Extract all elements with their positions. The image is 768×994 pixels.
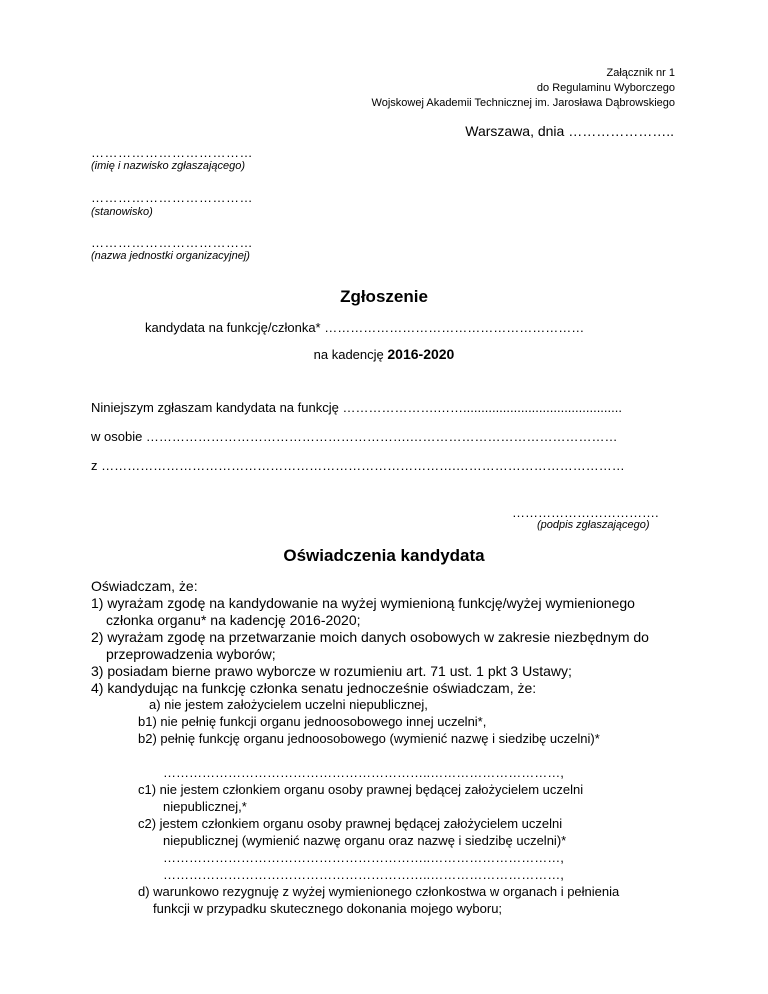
from-line: z ……………………………………………………………………….………………………………… xyxy=(91,458,625,473)
place-date: Warszawa, dnia ………………….. xyxy=(465,123,674,139)
declaration-item-2b: przeprowadzenia wyborów; xyxy=(106,646,276,662)
signature-field: ……………………………. xyxy=(512,505,659,520)
annex-line-3: Wojskowej Akademii Technicznej im. Jarosława Dąbrowskiego xyxy=(371,97,675,109)
person-line: w osobie …………………………………………………….………………………………………… xyxy=(91,429,618,444)
annex-line-2: do Regulaminu Wyborczego xyxy=(536,82,675,94)
submitter-name-caption: (imię i nazwisko zgłaszającego) xyxy=(91,160,246,172)
declaration-sub-db: funkcji w przypadku skutecznego dokonania mojego wyboru; xyxy=(153,901,503,916)
declaration-b2-field: ……………………………………………………..…………………………, xyxy=(163,765,564,780)
declaration-item-2a: 2) wyrażam zgodę na przetwarzanie moich danych osobowych w zakresie niezbędnym do xyxy=(91,629,649,645)
declaration-sub-c2b: niepublicznej (wymienić nazwę organu oraz nazwę i siedzibę uczelni)* xyxy=(163,833,567,848)
declaration-sub-a: a) nie jestem założycielem uczelni niepublicznej, xyxy=(149,697,428,712)
declaration-c2-field-1: ……………………………………………………..…………………………, xyxy=(163,850,564,865)
declaration-sub-b1: b1) nie pełnię funkcji organu jednoosobowego innej uczelni*, xyxy=(138,714,487,729)
submitter-unit-caption: (nazwa jednostki organizacyjnej) xyxy=(91,250,250,262)
declaration-item-4: 4) kandydując na funkcję członka senatu jednocześnie oświadczam, że: xyxy=(91,680,537,696)
annex-line-1: Załącznik nr 1 xyxy=(606,67,675,79)
submitter-position-caption: (stanowisko) xyxy=(91,206,153,218)
declaration-sub-c1b: niepublicznej,* xyxy=(163,799,247,814)
declaration-item-1b: członka organu* na kadencję 2016-2020; xyxy=(106,612,361,628)
candidate-subtitle: kandydata na funkcję/członka* …………………………………………………… xyxy=(145,320,585,335)
declarations-intro: Oświadczam, że: xyxy=(91,578,198,594)
declarations-title: Oświadczenia kandydata xyxy=(283,546,485,565)
nomination-line: Niniejszym zgłaszam kandydata na funkcję ………………….……............................................ xyxy=(91,400,622,415)
declaration-c2-field-2: ……………………………………………………..…………………………, xyxy=(163,867,564,882)
submitter-unit-field: ……………………………… xyxy=(91,235,253,250)
declaration-sub-c1a: c1) nie jestem członkiem organu osoby prawnej będącej założycielem uczelni xyxy=(138,782,584,797)
term-years: 2016-2020 xyxy=(387,346,455,362)
signature-caption: (podpis zgłaszającego) xyxy=(537,519,650,531)
declaration-sub-b2: b2) pełnię funkcję organu jednoosobowego (wymienić nazwę i siedzibę uczelni)* xyxy=(138,731,600,746)
declaration-sub-c2a: c2) jestem członkiem organu osoby prawnej będącej założycielem uczelni xyxy=(138,816,563,831)
term-prefix: na kadencję xyxy=(313,347,384,362)
declaration-sub-da: d) warunkowo rezygnuję z wyżej wymienionego członkostwa w organach i pełnienia xyxy=(138,884,620,899)
page-title: Zgłoszenie xyxy=(340,287,428,306)
term-line xyxy=(0,346,768,362)
submitter-name-field: ……………………………… xyxy=(91,145,253,160)
submitter-position-field: ……………………………… xyxy=(91,190,253,205)
declaration-item-1a: 1) wyrażam zgodę na kandydowanie na wyżej wymienioną funkcję/wyżej wymienionego xyxy=(91,595,635,611)
declaration-item-3: 3) posiadam bierne prawo wyborcze w rozumieniu art. 71 ust. 1 pkt 3 Ustawy; xyxy=(91,663,572,679)
